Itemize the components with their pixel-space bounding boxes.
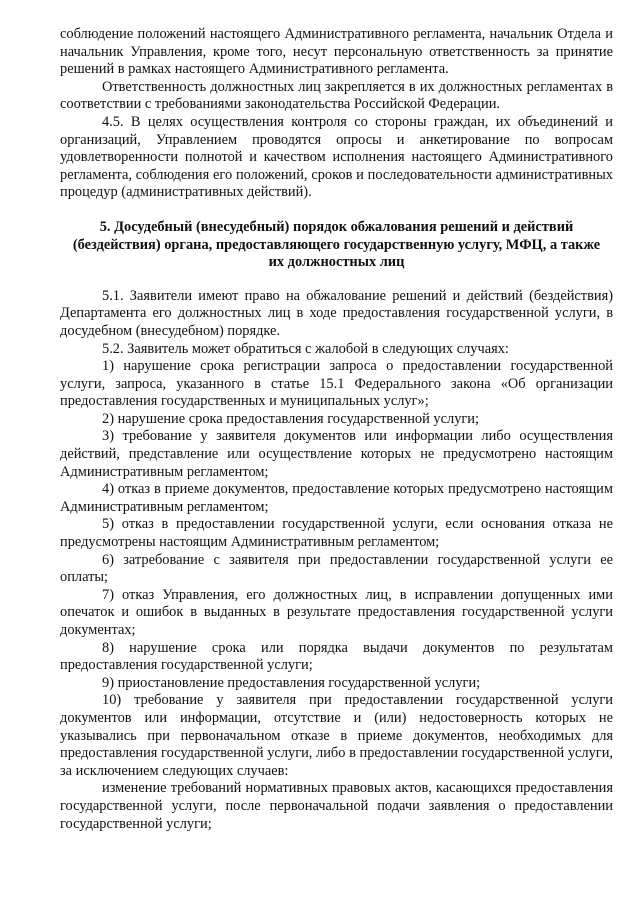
list-subitem-exception: изменение требований нормативных правовых актов, касающихся предоставления государственной услуги, после первоначальной подачи заявления о предоставлении государственной услуги; xyxy=(60,780,613,832)
paragraph-4-5: 4.5. В целях осуществления контроля со стороны граждан, их объединений и организаций, Управлением проводятся опросы и анкетирование по вопросам удовлетворенности полнотой и качеством исполнения настоящего Административного регламента, соблюдения его положений, сроков и последовательности административных процедур (административных действий). xyxy=(60,113,613,201)
paragraph-responsibility: Ответственность должностных лиц закрепляется в их должностных регламентах в соответствии с требованиями законодательства Российской Федерации. xyxy=(60,78,613,113)
list-item-6: 6) затребование с заявителя при предоставлении государственной услуги ее оплаты; xyxy=(60,551,613,586)
list-item-5: 5) отказ в предоставлении государственной услуги, если основания отказа не предусмотрены настоящим Административным регламентом; xyxy=(60,516,613,551)
paragraph-continuation: соблюдение положений настоящего Административного регламента, начальник Отдела и начальник Управления, кроме того, несут персональную ответственность за принятие решений в рамках настоящего Административного регламента. xyxy=(60,26,613,78)
list-item-9: 9) приостановление предоставления государственной услуги; xyxy=(102,674,481,691)
paragraph-5-1: 5.1. Заявители имеют право на обжалование решений и действий (бездействия) Департамента его должностных лиц в ходе предоставления государственной услуги, в досудебном (внесудебном) порядке. xyxy=(60,287,613,339)
list-item-3: 3) требование у заявителя документов или информации либо осуществления действий, представление или осуществление которых не предусмотрено настоящим Административным регламентом; xyxy=(60,428,613,480)
list-item-7: 7) отказ Управления, его должностных лиц, в исправлении допущенных ими опечаток и ошибок в выданных в результате предоставления государственной услуги документах; xyxy=(60,586,613,638)
section-5-heading: 5. Досудебный (внесудебный) порядок обжалования решений и действий (бездействия) органа, предоставляющего государственную услугу, МФЦ, а также их должностных лиц xyxy=(72,218,601,271)
list-item-4: 4) отказ в приеме документов, предоставление которых предусмотрено настоящим Административным регламентом; xyxy=(60,481,613,515)
list-item-1: 1) нарушение срока регистрации запроса о предоставлении государственной услуги, запроса, указанного в статье 15.1 Федерального закона «Об организации предоставления государственных и муниципальных услуг»; xyxy=(60,358,613,410)
paragraph-5-2: 5.2. Заявитель может обратиться с жалобой в следующих случаях: xyxy=(102,340,509,357)
list-item-2: 2) нарушение срока предоставления государственной услуги; xyxy=(102,410,479,427)
list-item-8: 8) нарушение срока или порядка выдачи документов по результатам предоставления государственной услуги; xyxy=(60,639,613,674)
list-item-10: 10) требование у заявителя при предоставлении государственной услуги документов или информации, отсутствие и (или) недостоверность которых не указывались при первоначальном отказе в приеме документов, необходимых для предоставления государственной услуги, либо в предоставлении государственной услуги, за исключением следующих случаев: xyxy=(60,692,613,779)
